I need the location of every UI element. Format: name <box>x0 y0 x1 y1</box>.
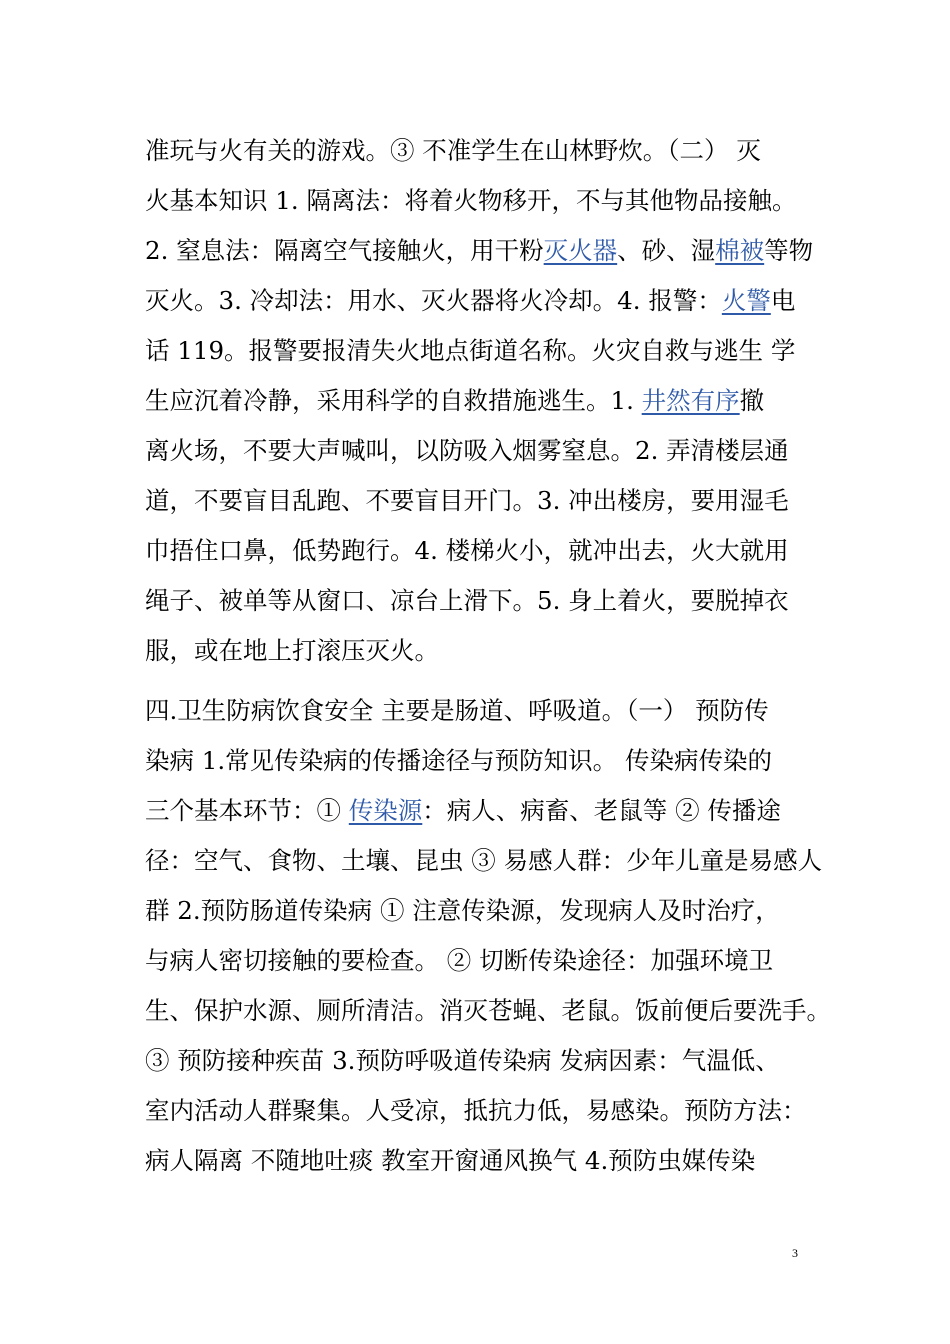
text-line <box>145 576 825 626</box>
text-run: 2. 窒息法：隔离空气接触火，用干粉 <box>145 236 544 265</box>
hyperlink[interactable]: 火警 <box>721 286 771 315</box>
text-line <box>145 886 825 936</box>
text-run: 等物 <box>764 236 814 265</box>
document-body <box>145 126 831 1186</box>
hyperlink[interactable]: 棉被 <box>715 236 765 265</box>
text-line <box>145 276 825 326</box>
hyperlink[interactable]: 灭火器 <box>543 236 618 265</box>
text-run: 电 <box>770 286 796 315</box>
page-number: 3 <box>792 1246 798 1260</box>
text-run: 巾捂住口鼻，低势跑行。4. 楼梯火小，就冲出去，火大就用 <box>145 536 789 565</box>
text-run: 径：空气、食物、土壤、昆虫 ③ 易感人群：少年儿童是易感人 <box>145 846 823 875</box>
hyperlink[interactable]: 井然有序 <box>641 386 740 415</box>
text-line <box>145 686 825 736</box>
text-run: ③ 预防接种疾苗 3.预防呼吸道传染病 发病因素：气温低、 <box>145 1046 780 1075</box>
text-run: 四.卫生防病饮食安全 主要是肠道、呼吸道。（一） 预防传 <box>145 696 769 725</box>
text-run: 离火场，不要大声喊叫，以防吸入烟雾窒息。2. 弄清楼层通 <box>145 436 789 465</box>
text-run: 灭火。3. 冷却法：用水、灭火器将火冷却。4. 报警： <box>145 286 722 315</box>
text-run: 火基本知识 1. 隔离法：将着火物移开，不与其他物品接触。 <box>145 186 797 215</box>
text-run: 室内活动人群聚集。人受凉，抵抗力低，易感染。预防方法： <box>145 1096 807 1125</box>
text-line <box>145 176 825 226</box>
text-run: ：病人、病畜、老鼠等 ② 传播途 <box>422 796 781 825</box>
text-run: 群 2.预防肠道传染病 ① 注意传染源，发现病人及时治疗， <box>145 896 780 925</box>
paragraph <box>145 126 825 676</box>
paragraph-gap <box>145 676 825 686</box>
text-line <box>145 326 825 376</box>
hyperlink[interactable]: 传染源 <box>348 796 423 825</box>
text-line <box>145 786 825 836</box>
text-line <box>145 836 825 886</box>
paragraph <box>145 686 831 1186</box>
text-run: 服，或在地上打滚压灭火。 <box>145 636 439 665</box>
text-run: 生应沉着冷静，采用科学的自救措施逃生。1. <box>145 386 642 415</box>
text-line <box>145 426 825 476</box>
text-run: 、砂、湿 <box>617 236 716 265</box>
text-run: 三个基本环节：① <box>145 796 349 825</box>
text-run: 撤 <box>739 386 765 415</box>
text-run: 准玩与火有关的游戏。③ 不准学生在山林野炊。（二） 灭 <box>145 136 761 165</box>
text-line <box>145 626 825 676</box>
text-line <box>145 526 825 576</box>
text-line <box>145 1036 825 1086</box>
text-line <box>145 936 825 986</box>
text-run: 病人隔离 不随地吐痰 教室开窗通风换气 4.预防虫媒传染 <box>145 1146 756 1175</box>
text-run: 话 119。报警要报清失火地点街道名称。火灾自救与逃生 学 <box>145 336 796 365</box>
text-run: 生、保护水源、厕所清洁。消灭苍蝇、老鼠。饭前便后要洗手。 <box>145 996 831 1025</box>
text-run: 道，不要盲目乱跑、不要盲目开门。3. 冲出楼房，要用湿毛 <box>145 486 789 515</box>
text-line <box>145 986 831 1036</box>
text-run: 染病 1.常见传染病的传播途径与预防知识。 传染病传染的 <box>145 746 772 775</box>
text-line <box>145 376 825 426</box>
text-line <box>145 476 825 526</box>
text-line <box>145 1086 825 1136</box>
text-run: 与病人密切接触的要检查。 ② 切断传染途径：加强环境卫 <box>145 946 774 975</box>
text-line <box>145 126 825 176</box>
text-line <box>145 1136 825 1186</box>
text-run: 绳子、被单等从窗口、凉台上滑下。5. 身上着火，要脱掉衣 <box>145 586 789 615</box>
text-line <box>145 226 825 276</box>
text-line <box>145 736 825 786</box>
